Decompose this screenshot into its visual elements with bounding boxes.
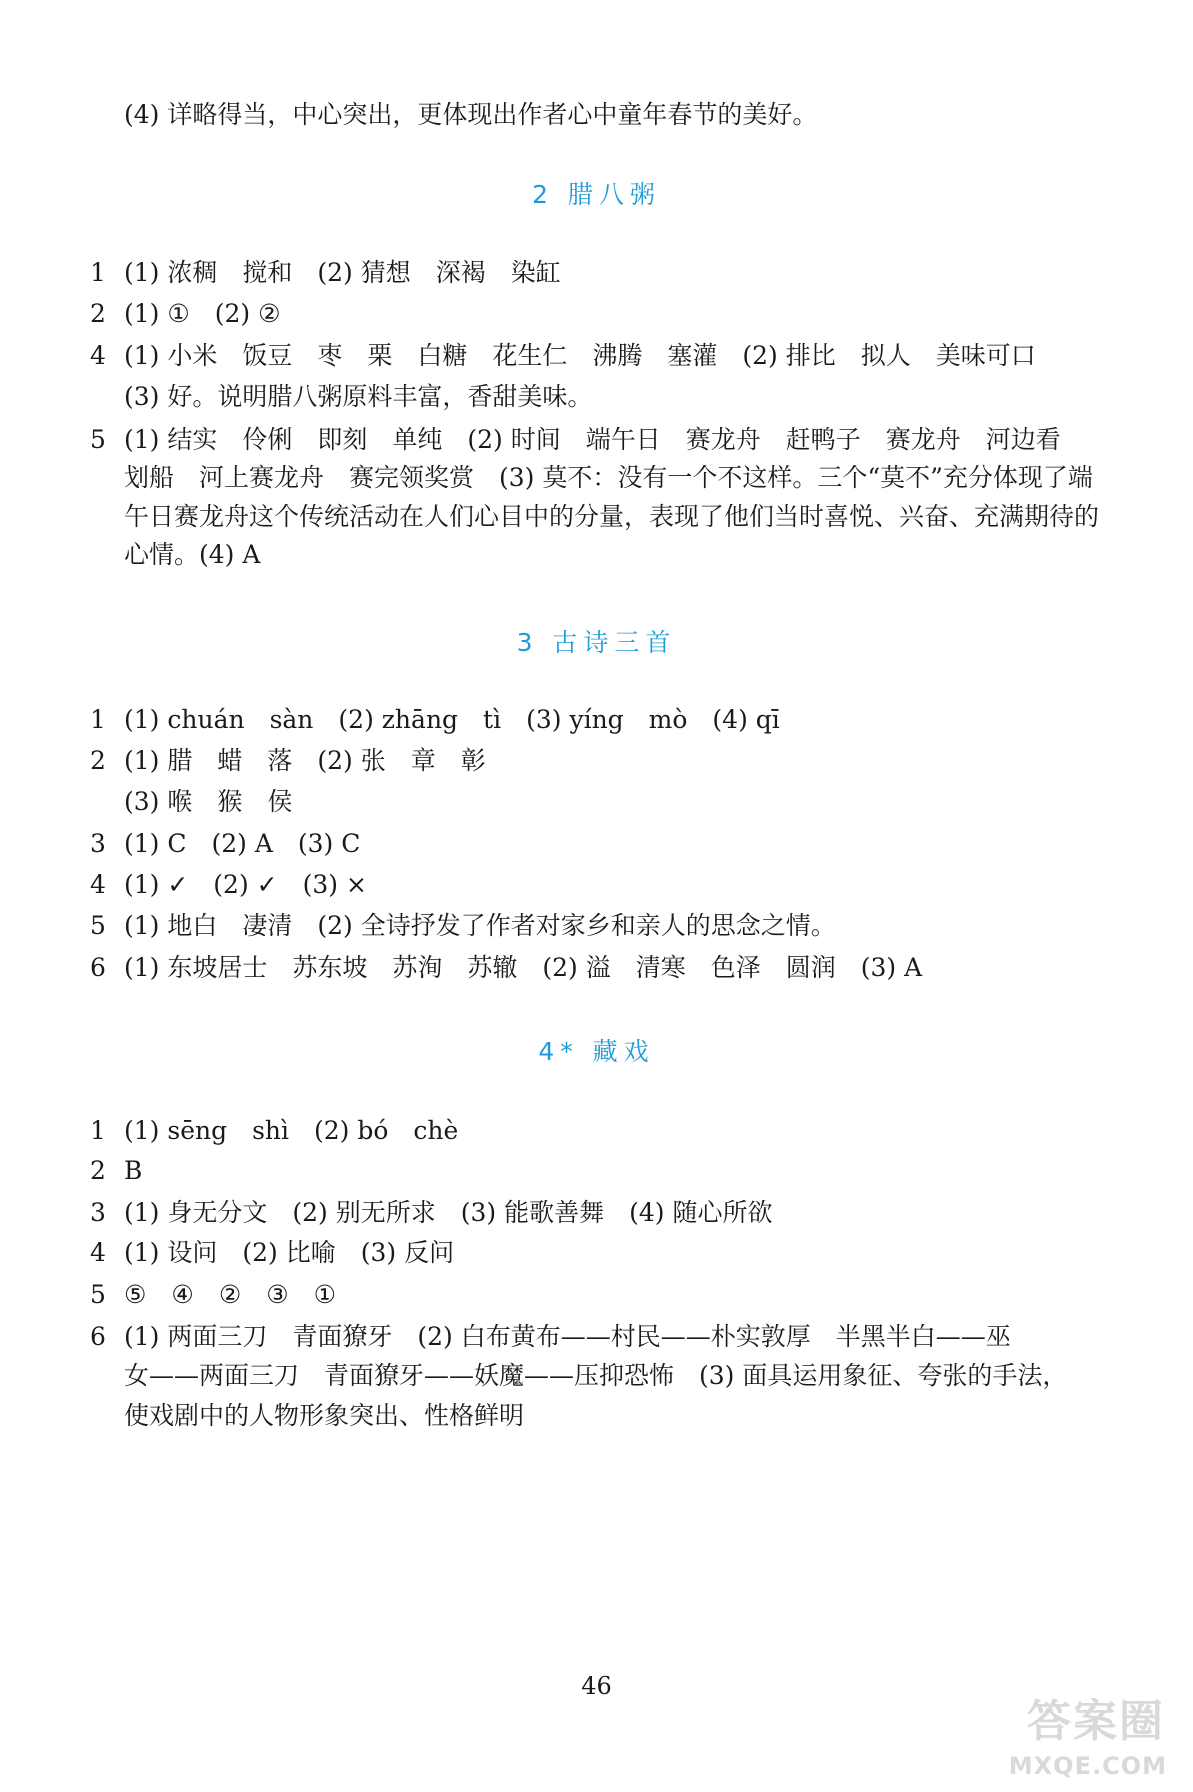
watermark-logo: [1008, 1685, 1175, 1780]
section-title-three-ancient-poems: 3 古诗三首: [516, 628, 677, 657]
page-number: 46: [581, 1672, 612, 1700]
section-title-tibetan-opera: 4* 藏戏: [538, 1037, 655, 1066]
section-title-laba-porridge: 2 腊八粥: [532, 180, 661, 209]
watermark-text-bottom: MXQE.COM: [1008, 1752, 1167, 1780]
answer-page: (4) 详略得当，中心突出，更体现出作者心中童年春节的美好。 2 腊八粥 1 (1) 浓稠 搅和 (2) 猜想 深褐 染缸 2 (1) ① (2) ② 4 (1) 小米 饭豆 枣 栗 白糖 花生仁 沸腾 塞灌 (2) 排比 拟人 美味可口 (3) 好。说明腊八粥原料丰富，香甜美味。 5 (1) 结实 伶俐 即刻 单纯 (2) 时间 端午日 赛龙舟 赶鸭子 赛龙舟 河边看 划船 河上赛龙舟 赛完领奖赏 (3) 莫不：没有一个不这样。三个“莫不”充分体现了端 午日赛龙舟这个传统活动在人们心目中的分量，表现了他们当时喜悦、兴奋、充满期待的 心情。(4) A 3 古诗三首 1 (1) chuán sàn (2) zhāng tì (3) yíng mò (4) qī 2 (1) 腊 蜡 落 (2) 张 章 彰 (3) 喉 猴 侯 3 (1) C (2) A (3) C 4 (1) ✓ (2) ✓ (3) × 5 (1) 地白 凄清 (2) 全诗抒发了作者对家乡和亲人的思念之情。 6 (1) 东坡居士 苏东坡 苏洵 苏辙 (2) 溢 清寒 色泽 圆润 (3) A 4* 藏戏 1 (1) sēng shì (2) bó chè 2 B 3 (1) 身无分文 (2) 别无所求 (3) 能歌善舞 (4) 随心所欲 4 (1) 设问 (2) 比喻 (3) 反问 5 ⑤ ④ ② ③ ① 6 (1) 两面三刀 青面獠牙 (2) 白布黄布——村民——朴实敦厚 半黑半白——巫 女——两面三刀 青面獠牙——妖魔——压抑恐怖 (3) 面具运用象征、夸张的手法， 使戏剧中的人物形象突出、性格鲜明 46 答案圈 MXQE.COM: [0, 0, 1193, 1792]
watermark-text-top: 答案圈: [1027, 1696, 1165, 1747]
